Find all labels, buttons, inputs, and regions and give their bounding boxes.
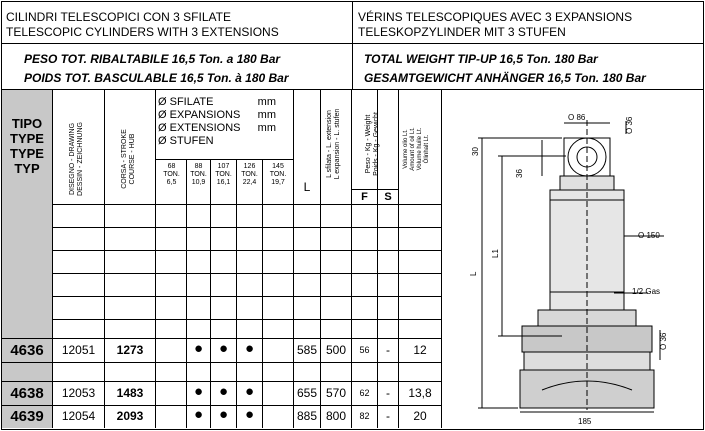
dim-36: 36 (515, 169, 524, 178)
dim-gas: 1/2 Gas (632, 287, 661, 296)
ton-header-5: 145 TON. 19,7 (269, 163, 287, 186)
row-S: - (386, 386, 390, 400)
cylinder-drawing (442, 90, 702, 428)
row-drawing: 12054 (61, 409, 96, 423)
drawing-header: DISEGNO - DRAWING DESSIN - ZEICHNUNG (69, 122, 84, 196)
l-extension-header: L sfilata - L. extension L expansion - L. stufen (326, 108, 341, 180)
ton-header-1: 68 TON. 6,5 (163, 163, 180, 186)
row-F: 82 (359, 411, 370, 421)
F-header: F (361, 191, 368, 203)
row-type: 4638 (10, 385, 44, 402)
header-fr: VÉRINS TELESCOPIQUES AVEC 3 EXPANSIONS (358, 10, 633, 24)
weight-de: GESAMTGEWICHT ANHÄNGER 16,5 Ton. 180 Bar (364, 71, 646, 85)
header-en: TELESCOPIC CYLINDERS WITH 3 EXTENSIONS (6, 25, 279, 39)
row-stroke: 1483 (116, 386, 144, 400)
row-L: 885 (296, 409, 318, 423)
S-header: S (384, 191, 392, 203)
row-dot: ● (244, 340, 255, 357)
row-l1: 570 (325, 386, 347, 400)
row-type: 4639 (10, 408, 44, 425)
row-oil: 12 (413, 343, 427, 357)
dim-d86: O 86 (568, 113, 586, 122)
header-de: TELESKOPZYLINDER MIT 3 STUFEN (358, 25, 566, 39)
row-dot: ● (218, 340, 229, 357)
row-L: 655 (296, 386, 318, 400)
row-stroke: 2093 (116, 409, 144, 423)
dim-L: L (469, 271, 478, 276)
row-dot: ● (244, 406, 255, 423)
weight-header: Peso - Kg - Weight Poids - Kg - Gewicht (365, 112, 380, 176)
row-oil: 13,8 (408, 386, 432, 400)
row-l1: 800 (325, 409, 347, 423)
row-l1: 500 (325, 343, 347, 357)
dim-d36-bottom: O 36 (659, 332, 668, 350)
dim-L1: L1 (491, 249, 500, 258)
dim-d36-top: O 36 (625, 116, 634, 134)
dim-d150: O 150 (638, 231, 660, 240)
row-S: - (386, 409, 390, 423)
row-stroke: 1273 (116, 343, 144, 357)
row-dot: ● (193, 383, 204, 400)
row-dot: ● (218, 406, 229, 423)
row-S: - (386, 343, 390, 357)
ton-header-4: 126 TON. 22,4 (241, 163, 258, 186)
row-type: 4636 (10, 342, 44, 359)
row-dot: ● (244, 383, 255, 400)
weight-it: PESO TOT. RIBALTABILE 16,5 Ton. a 180 Bar (24, 52, 281, 66)
row-oil: 20 (413, 409, 427, 423)
row-L: 585 (296, 343, 318, 357)
dim-30: 30 (471, 147, 480, 156)
weight-en: TOTAL WEIGHT TIP-UP 16,5 Ton. 180 Bar (364, 52, 598, 66)
oil-header: Volume olio Lt. Amount of oil Lt. Volume huile Lt. Ölinhalt Lt. (403, 127, 430, 171)
weight-fr: POIDS TOT. BASCULABLE 16,5 Ton. à 180 Bar (24, 71, 289, 85)
row-drawing: 12053 (61, 386, 96, 400)
row-dot: ● (193, 406, 204, 423)
stroke-header: CORSA - STROKE COURSE - HUB (121, 129, 136, 189)
row-dot: ● (193, 340, 204, 357)
header-it: CILINDRI TELESCOPICI CON 3 SFILATE (6, 10, 231, 24)
L-header: L (303, 180, 311, 194)
dim-185: 185 (578, 417, 592, 426)
row-F: 62 (359, 388, 370, 398)
row-drawing: 12051 (61, 343, 96, 357)
ton-header-2: 88 TON. 10,9 (190, 163, 207, 186)
type-header: TIPO TYPE TYPE TYP (10, 116, 44, 176)
ton-header-3: 107 TON. 16,1 (215, 163, 232, 186)
sfilate-header: Ø SFILATE mm Ø EXPANSIONS mm Ø EXTENSIONS mm Ø STUFEN (158, 96, 276, 147)
row-F: 56 (359, 345, 370, 355)
row-dot: ● (218, 383, 229, 400)
